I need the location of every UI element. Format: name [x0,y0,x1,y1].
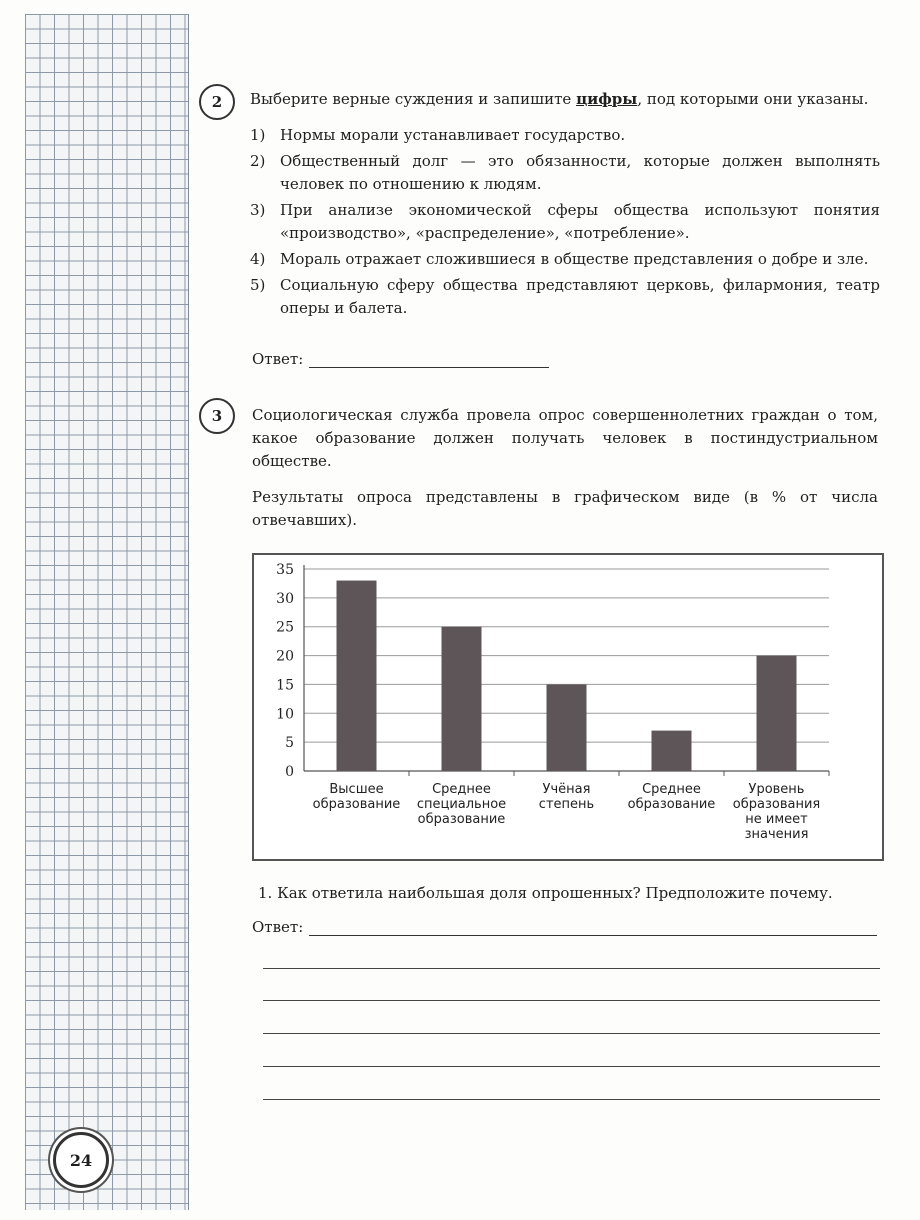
y-tick-label: 5 [285,735,294,752]
answer-writing-line[interactable] [263,968,880,969]
option-number: 5) [250,276,266,294]
bar [547,684,587,771]
task-2-answer-field[interactable] [309,351,549,368]
x-category-label: Учёная степень [538,782,595,812]
task-3-answer-row [252,918,877,936]
bar-chart-svg [254,555,882,859]
task-3-number: 3 [211,407,223,425]
task-3-intro: Социологическая служба провела опрос совершеннолетних граждан о том, какое образование должен получать человек в постиндустриальном обществе. [252,406,878,470]
answer-writing-line[interactable] [263,1066,880,1067]
option-4 [250,248,880,271]
bar [652,731,692,771]
x-category-label: Среднее специальное образование [416,782,507,827]
option-number: 2) [250,152,266,170]
task-3-answer-label: Ответ: [252,918,304,936]
task-2-prompt [250,88,890,111]
answer-writing-line[interactable] [263,1099,880,1100]
option-text: Нормы морали устанавливает государство. [280,126,626,144]
x-category-label: Уровень образования не имеет значения [732,782,821,842]
option-number: 3) [250,201,266,219]
task-2-prompt-end: , под которыми они указаны. [637,90,869,108]
bar [442,627,482,771]
option-text: При анализе экономической сферы общества используют понятия «производство», «распределение», «потребление». [280,201,880,242]
option-text: Общественный долг — это обязанности, которые должен выполнять человек по отношению к людям. [280,152,880,193]
x-category-label: Высшее образование [312,782,401,812]
task-3-number-badge [199,398,235,434]
task-2-answer-label: Ответ: [252,350,304,368]
y-tick-label: 20 [276,648,294,665]
page-number: 24 [69,1150,93,1170]
option-3 [250,199,880,245]
task-2-options [250,124,880,323]
task-3-results-text: Результаты опроса представлены в графическом виде (в % от числа отвечавших). [252,488,878,529]
bar [757,656,797,771]
option-text: Социальную сферу общества представляют церковь, филармония, театр оперы и балета. [280,276,880,317]
option-2 [250,150,880,196]
option-text: Мораль отражает сложившиеся в обществе представления о добре и зле. [280,250,869,268]
y-tick-label: 35 [276,562,294,578]
option-5 [250,274,880,320]
task-2-number: 2 [211,93,223,111]
task-2-prompt-emphasis: цифры [576,90,638,108]
option-number: 4) [250,250,266,268]
task-2-prompt-start: Выберите верные суждения и запишите [250,90,577,108]
option-number: 1) [250,126,266,144]
task-3-answer-field[interactable] [309,919,877,936]
page-number-badge [53,1132,109,1188]
answer-writing-line[interactable] [263,1000,880,1001]
bar [337,581,377,771]
x-category-label: Среднее образование [627,782,716,812]
survey-bar-chart [252,553,884,861]
y-tick-label: 10 [276,706,294,723]
y-tick-label: 30 [276,590,294,607]
y-tick-label: 0 [285,764,294,780]
task-3-question-1: 1. Как ответила наибольшая доля опрошенных? Предположите почему. [258,884,833,902]
option-1 [250,124,880,147]
task-2-number-badge [199,84,235,120]
task-2-answer-row [252,350,549,368]
graph-paper-margin [25,14,189,1210]
y-tick-label: 25 [276,619,294,636]
answer-writing-line[interactable] [263,1033,880,1034]
y-tick-label: 15 [276,677,294,694]
